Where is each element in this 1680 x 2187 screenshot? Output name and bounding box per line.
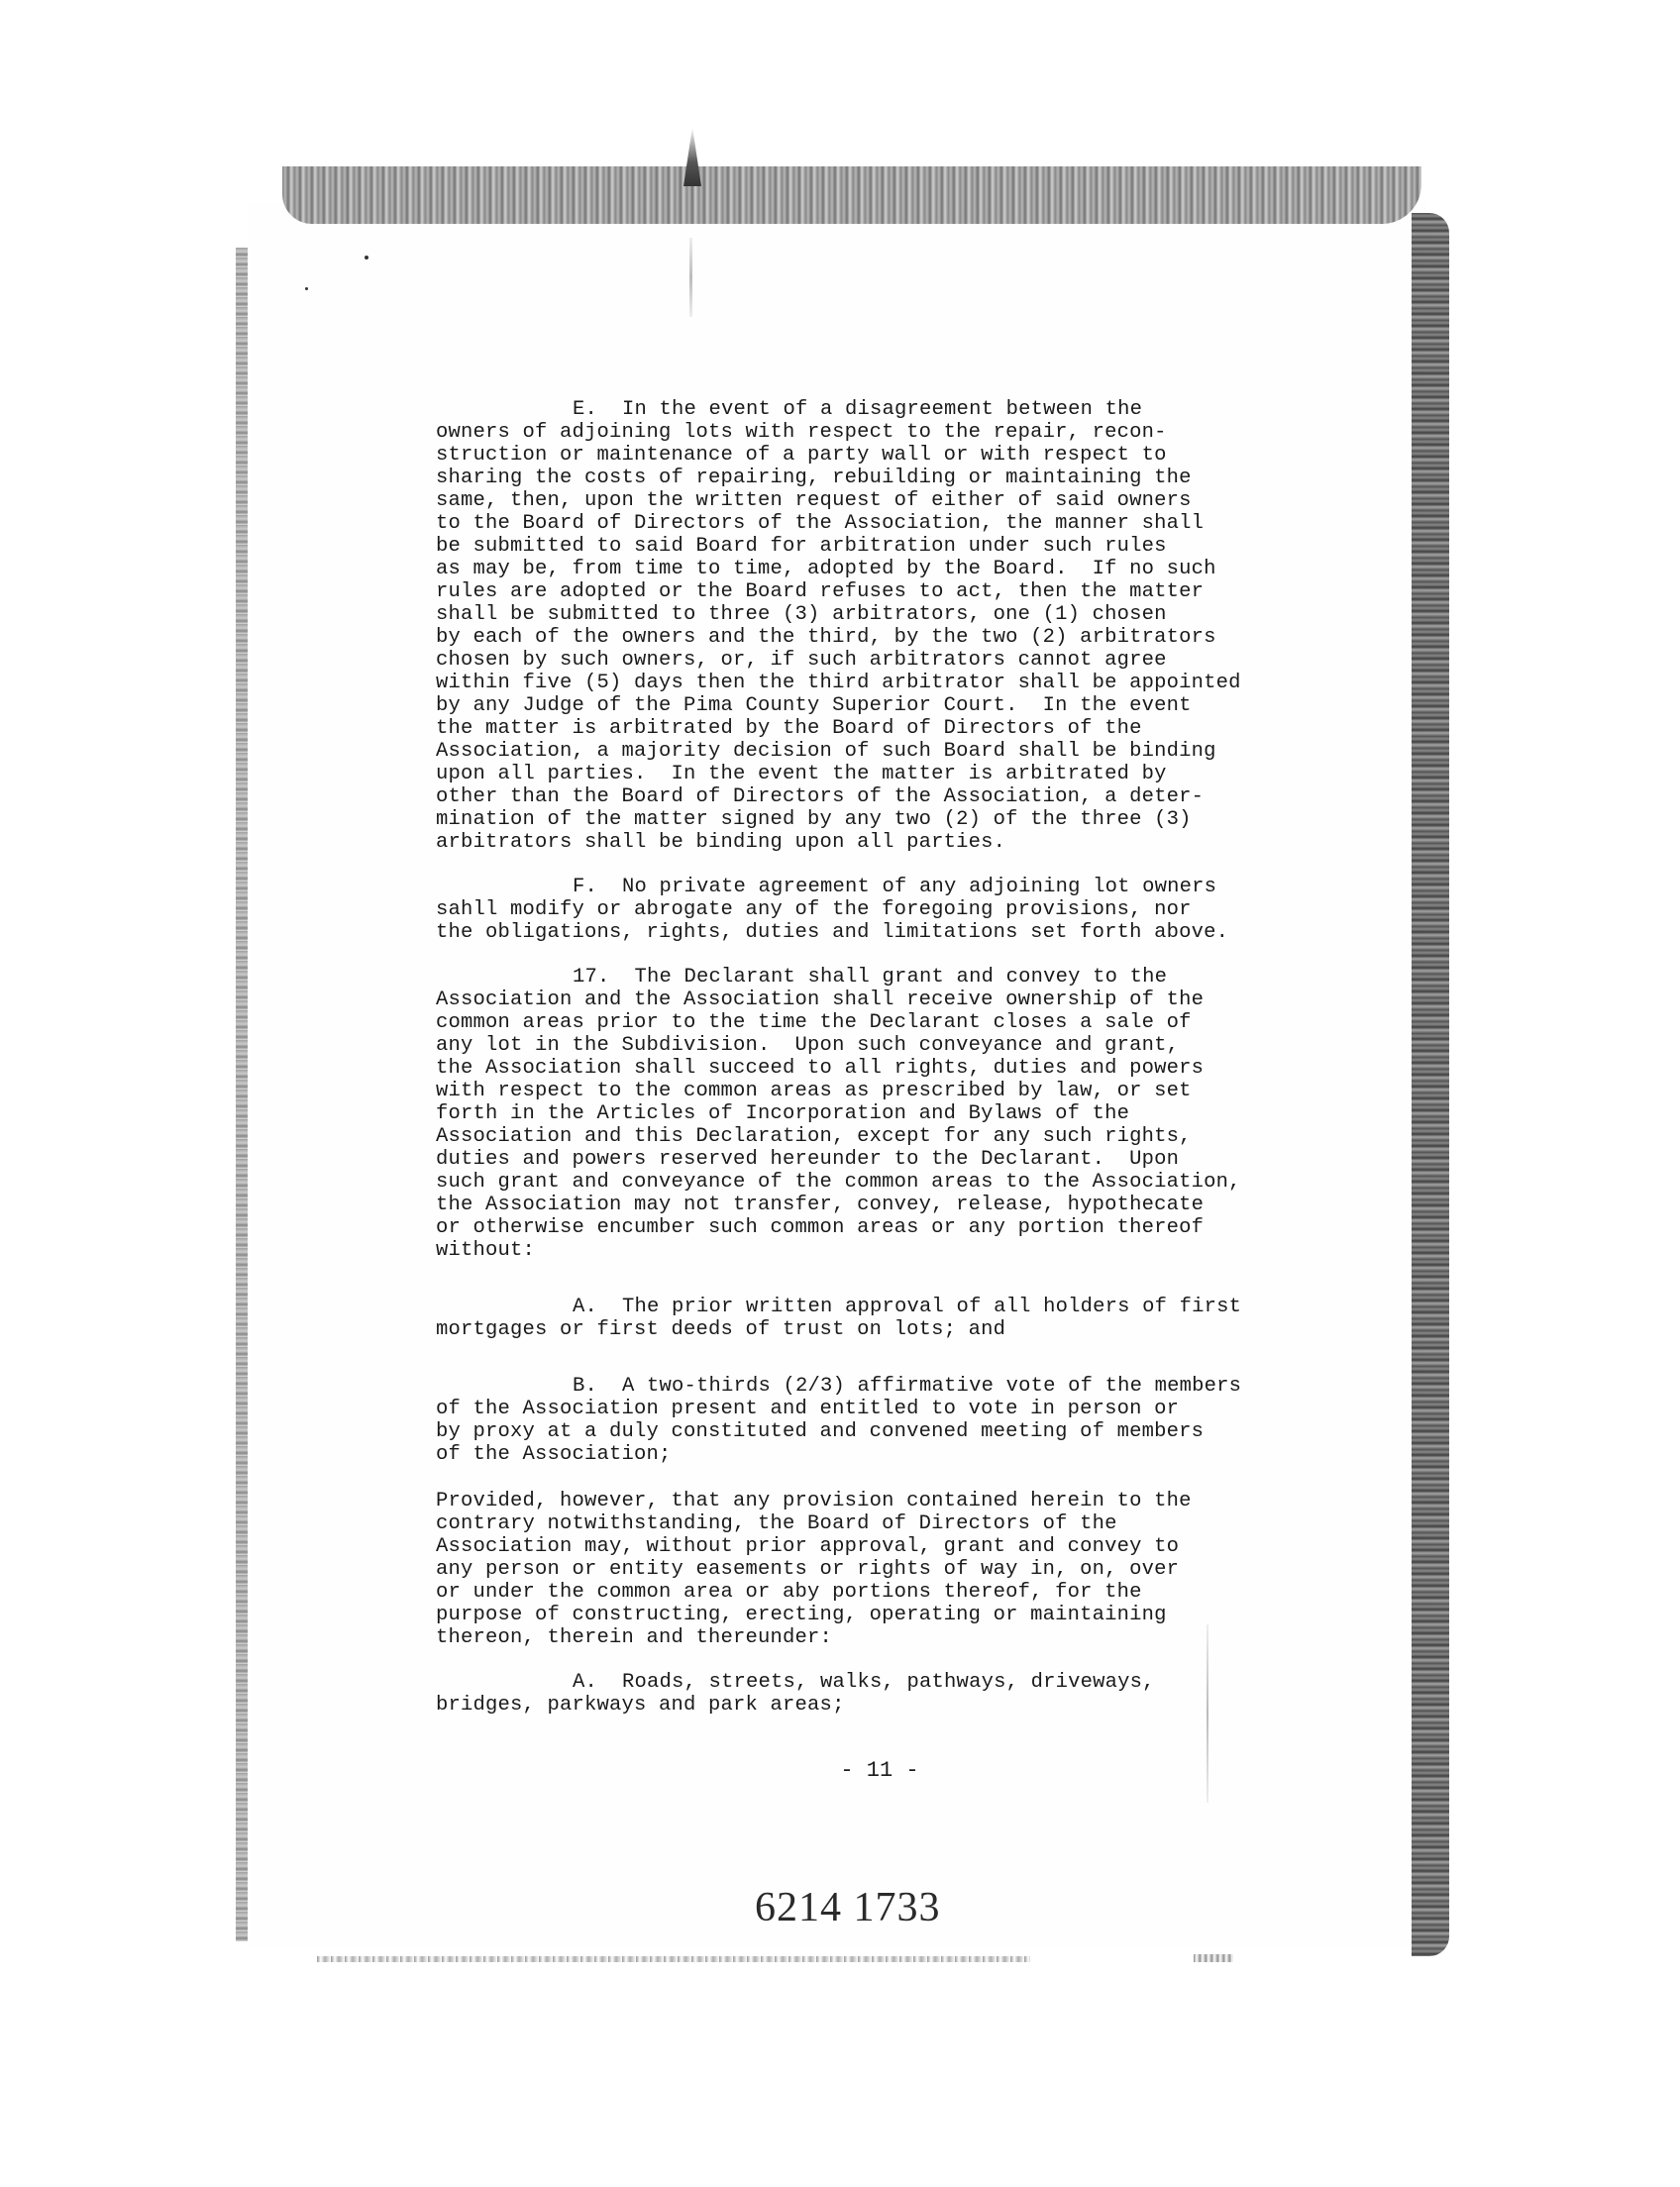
text-line: or under the common area or aby portions thereof, for the xyxy=(436,1581,1142,1604)
text-line: A. Roads, streets, walks, pathways, driveways, xyxy=(573,1671,1155,1694)
scan-bottom-right-mark xyxy=(1194,1954,1233,1962)
text-line: forth in the Articles of Incorporation and Bylaws of the xyxy=(436,1102,1130,1125)
text-line: same, then, upon the written request of either of said owners xyxy=(436,489,1192,512)
text-line: within five (5) days then the third arbitrator shall be appointed xyxy=(436,672,1241,694)
paragraph-17b xyxy=(436,1375,1347,1466)
text-line: A. The prior written approval of all holders of first xyxy=(573,1296,1242,1318)
text-line: or otherwise encumber such common areas or any portion thereof xyxy=(436,1216,1205,1239)
scan-speck xyxy=(365,256,368,260)
text-line: as may be, from time to time, adopted by the Board. If no such xyxy=(436,558,1216,580)
paragraph-e xyxy=(436,398,1347,854)
document-body xyxy=(436,398,1347,1738)
text-line: chosen by such owners, or, if such arbitrators cannot agree xyxy=(436,649,1167,672)
text-line: any person or entity easements or rights of way in, on, over xyxy=(436,1558,1180,1581)
text-line: bridges, parkways and park areas; xyxy=(436,1694,845,1717)
scan-bottom-border xyxy=(317,1956,1030,1962)
text-line: mination of the matter signed by any two (2) of the three (3) xyxy=(436,808,1192,831)
text-line: upon all parties. In the event the matter is arbitrated by xyxy=(436,763,1167,785)
text-line: the Association may not transfer, convey, release, hypothecate xyxy=(436,1194,1205,1216)
scan-top-mark xyxy=(683,127,701,186)
paragraph-roads xyxy=(436,1671,1347,1717)
page-number: - 11 - xyxy=(840,1758,919,1783)
text-line: arbitrators shall be binding upon all parties. xyxy=(436,831,1006,854)
text-line: without: xyxy=(436,1239,536,1262)
scan-speck xyxy=(305,287,308,290)
text-line: F. No private agreement of any adjoining lot owners xyxy=(573,876,1217,898)
text-line: duties and powers reserved hereunder to the Declarant. Upon xyxy=(436,1148,1180,1171)
text-line: the Association shall succeed to all rights, duties and powers xyxy=(436,1057,1205,1080)
scan-top-border xyxy=(282,166,1421,224)
text-line: to the Board of Directors of the Association, the manner shall xyxy=(436,512,1205,535)
text-line: Association and the Association shall receive ownership of the xyxy=(436,989,1205,1011)
text-line: such grant and conveyance of the common areas to the Association, xyxy=(436,1171,1241,1194)
text-line: by any Judge of the Pima County Superior Court. In the event xyxy=(436,694,1192,717)
text-line: purpose of constructing, erecting, operating or maintaining xyxy=(436,1604,1167,1626)
text-line: with respect to the common areas as prescribed by law, or set xyxy=(436,1080,1192,1102)
text-line: common areas prior to the time the Declarant closes a sale of xyxy=(436,1011,1192,1034)
scan-left-border xyxy=(236,248,248,1941)
text-line: the matter is arbitrated by the Board of Directors of the xyxy=(436,717,1142,740)
text-line: sahll modify or abrogate any of the foregoing provisions, nor xyxy=(436,898,1192,921)
scan-smudge xyxy=(689,238,692,317)
text-line: sharing the costs of repairing, rebuilding or maintaining the xyxy=(436,467,1192,489)
text-line: shall be submitted to three (3) arbitrators, one (1) chosen xyxy=(436,603,1167,626)
text-line: struction or maintenance of a party wall or with respect to xyxy=(436,444,1167,467)
paragraph-17a xyxy=(436,1296,1347,1341)
text-line: by each of the owners and the third, by the two (2) arbitrators xyxy=(436,626,1216,649)
text-line: owners of adjoining lots with respect to the repair, recon- xyxy=(436,421,1167,444)
text-line: of the Association; xyxy=(436,1443,672,1466)
record-number: 6214 1733 xyxy=(755,1885,941,1930)
text-line: B. A two-thirds (2/3) affirmative vote of the members xyxy=(573,1375,1242,1398)
text-line: the obligations, rights, duties and limitations set forth above. xyxy=(436,921,1229,944)
text-line: any lot in the Subdivision. Upon such conveyance and grant, xyxy=(436,1034,1180,1057)
text-line: E. In the event of a disagreement between the xyxy=(573,398,1143,421)
paragraph-provided xyxy=(436,1490,1347,1649)
text-line: rules are adopted or the Board refuses to act, then the matter xyxy=(436,580,1205,603)
text-line: Association may, without prior approval, grant and convey to xyxy=(436,1535,1180,1558)
text-line: Provided, however, that any provision contained herein to the xyxy=(436,1490,1192,1512)
text-line: Association, a majority decision of such Board shall be binding xyxy=(436,740,1216,763)
text-line: thereon, therein and thereunder: xyxy=(436,1626,833,1649)
text-line: 17. The Declarant shall grant and convey to the xyxy=(573,966,1168,989)
text-line: by proxy at a duly constituted and convened meeting of members xyxy=(436,1420,1205,1443)
text-line: other than the Board of Directors of the Association, a deter- xyxy=(436,785,1205,808)
paragraph-17 xyxy=(436,966,1347,1262)
text-line: contrary notwithstanding, the Board of Directors of the xyxy=(436,1512,1117,1535)
text-line: Association and this Declaration, except for any such rights, xyxy=(436,1125,1192,1148)
text-line: mortgages or first deeds of trust on lots; and xyxy=(436,1318,1006,1341)
text-line: of the Association present and entitled to vote in person or xyxy=(436,1398,1180,1420)
paragraph-f xyxy=(436,876,1347,944)
scan-right-border xyxy=(1412,213,1449,1956)
text-line: be submitted to said Board for arbitration under such rules xyxy=(436,535,1167,558)
